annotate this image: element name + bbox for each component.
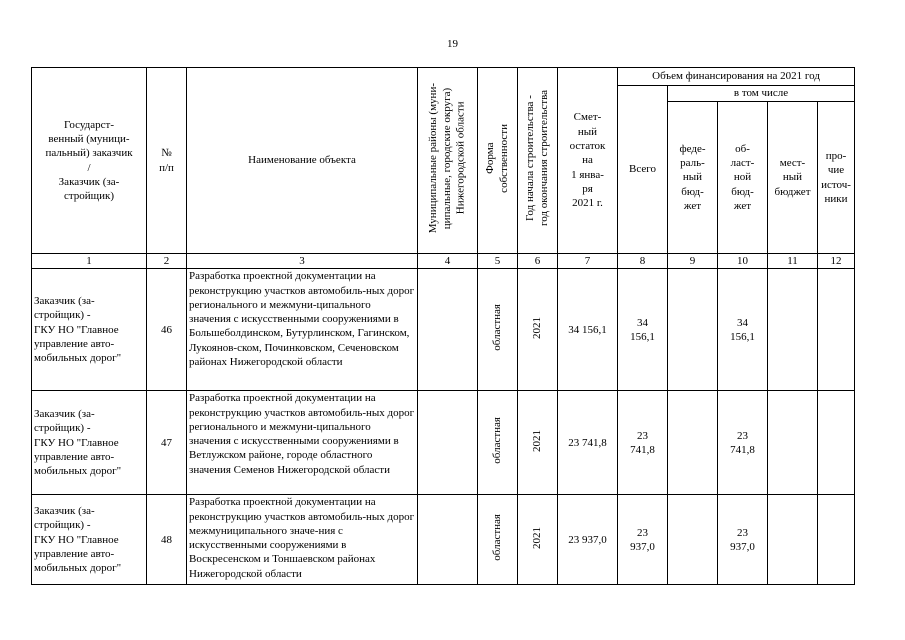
regional-cell: 23 741,8 [718, 391, 768, 495]
regional-cell: 34 156,1 [718, 269, 768, 391]
page-number: 19 [447, 38, 458, 50]
col-number: 10 [718, 254, 768, 269]
header-total: Всего [618, 86, 668, 254]
ownership-cell: областная [478, 391, 518, 495]
row-number: 47 [147, 391, 187, 495]
total-cell: 23 937,0 [618, 495, 668, 585]
object-name: Разработка проектной документации на реконструкцию участков автомобиль-ных дорог регионального и межмуни-ципального значения с искусственными сооружениями в Ветлужском районе, городе областного значения Семенов Нижегородской области [187, 391, 418, 495]
col-number: 12 [818, 254, 855, 269]
header-num: № п/п [147, 68, 187, 254]
local-cell [768, 391, 818, 495]
header-remainder: Смет- ный остаток на 1 янва- ря 2021 г. [558, 68, 618, 254]
local-cell [768, 495, 818, 585]
col-number: 3 [187, 254, 418, 269]
table-row [32, 391, 855, 495]
other-cell [818, 269, 855, 391]
remainder-cell: 23 937,0 [558, 495, 618, 585]
object-name: Разработка проектной документации на реконструкцию участков автомобиль-ных дорог межмуниципального значе-ния с искусственными сооружениями в Воскресенском и Тоншаевском районах Нижегородской области [187, 495, 418, 585]
col-number: 9 [668, 254, 718, 269]
district-cell [418, 391, 478, 495]
district-cell [418, 269, 478, 391]
row-number: 48 [147, 495, 187, 585]
funding-table [31, 67, 855, 585]
years-cell: 2021 [518, 495, 558, 585]
col-number: 7 [558, 254, 618, 269]
header-districts: Муниципальные районы (муни- ципальные, городские округа) Нижегородской области [418, 68, 478, 254]
other-cell [818, 391, 855, 495]
district-cell [418, 495, 478, 585]
remainder-cell: 23 741,8 [558, 391, 618, 495]
object-name: Разработка проектной документации на реконструкцию участков автомобиль-ных дорог регионального и межмуни-ципального значения с искусственными сооружениями в Большеболдинском, Бутурлинском, Гагинском, Лукоянов-ском, Починковском, Сеченовском районах Нижегородской области [187, 269, 418, 391]
header-including: в том числе [668, 86, 855, 102]
total-cell: 34 156,1 [618, 269, 668, 391]
row-number: 46 [147, 269, 187, 391]
header-row-1 [32, 68, 855, 86]
header-federal: феде- раль- ный бюд- жет [668, 102, 718, 254]
col-number: 8 [618, 254, 668, 269]
col-number: 1 [32, 254, 147, 269]
table-row [32, 269, 855, 391]
header-other: про- чие источ- ники [818, 102, 855, 254]
customer-cell: Заказчик (за- стройщик) - ГКУ НО "Главное управление авто- мобильных дорог" [32, 391, 147, 495]
customer-cell: Заказчик (за- стройщик) - ГКУ НО "Главное управление авто- мобильных дорог" [32, 269, 147, 391]
ownership-cell: областная [478, 269, 518, 391]
local-cell [768, 269, 818, 391]
col-number: 6 [518, 254, 558, 269]
column-number-row [32, 254, 855, 269]
header-funding-group: Объем финансирования на 2021 год [618, 68, 855, 86]
header-customer: Государст- венный (муници- пальный) заказчик / Заказчик (за- стройщик) [32, 68, 147, 254]
remainder-cell: 34 156,1 [558, 269, 618, 391]
table-row [32, 495, 855, 585]
header-object: Наименование объекта [187, 68, 418, 254]
col-number: 2 [147, 254, 187, 269]
years-cell: 2021 [518, 269, 558, 391]
regional-cell: 23 937,0 [718, 495, 768, 585]
other-cell [818, 495, 855, 585]
header-local: мест- ный бюджет [768, 102, 818, 254]
total-cell: 23 741,8 [618, 391, 668, 495]
header-ownership: Форма собственности [478, 68, 518, 254]
col-number: 5 [478, 254, 518, 269]
header-years: Год начала строительства - год окончания строительства [518, 68, 558, 254]
years-cell: 2021 [518, 391, 558, 495]
header-regional: об- ласт- ной бюд- жет [718, 102, 768, 254]
federal-cell [668, 391, 718, 495]
federal-cell [668, 269, 718, 391]
col-number: 4 [418, 254, 478, 269]
customer-cell: Заказчик (за- стройщик) - ГКУ НО "Главное управление авто- мобильных дорог" [32, 495, 147, 585]
ownership-cell: областная [478, 495, 518, 585]
col-number: 11 [768, 254, 818, 269]
federal-cell [668, 495, 718, 585]
